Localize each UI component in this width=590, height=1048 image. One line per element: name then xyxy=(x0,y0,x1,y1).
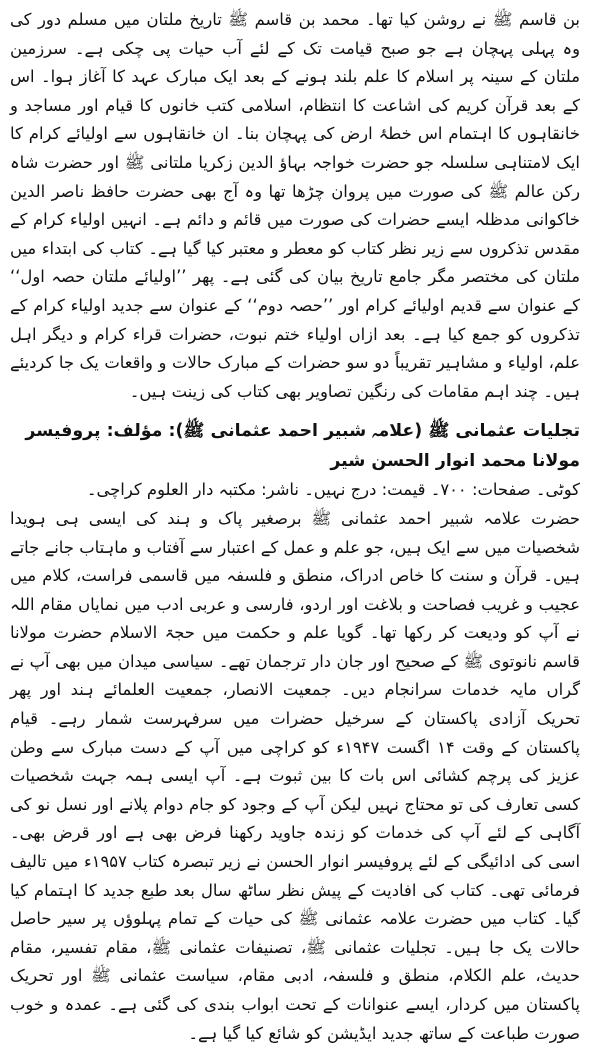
book-subtitle-author: (علامہ شبیر احمد عثمانی ﷺ): مؤلف: پروفیسر مولانا محمد انوار الحسن شیر xyxy=(25,421,580,472)
book-title: تجلیات عثمانی ﷺ xyxy=(428,421,580,442)
article-2-paragraph: حضرت علامہ شبیر احمد عثمانی ﷺ برصغیر پاک و ہند کی ایسی ہی ہویدا شخصیات میں سے ایک ہیں، جو علم و عمل کے اعتبار سے آفتاب و ماہتاب جانے جاتے ہیں۔ قرآن و سنت کا خاص ادراک، منطق و فلسفہ میں قاسمی فراست، کلام میں عجیب و غریب فصاحت و بلاغت اور اردو، فارسی و عربی ادب میں نمایاں مقام اللہ نے آپ کو ودیعت کر رکھا تھا۔ گویا علم و حکمت میں حجۃ الاسلام حضرت مولانا قاسم نانوتوی ﷺ کے صحیح اور جان دار ترجمان تھے۔ سیاسی میدان میں بھی آپ نے گراں مایہ خدمات سرانجام دیں۔ جمعیت الانصار، جمعیت العلمائے ہند اور پھر تحریک آزادی پاکستان کے سرخیل حضرات میں سرفہرست شمار رہے۔ قیام پاکستان کے وقت ۱۴ اگست ۱۹۴۷ء کو کراچی میں آپ کے دست مبارک سے وطن عزیز کی پرچم کشائی اس بات کا بین ثبوت ہے۔ آپ ایسی ہمہ جہت شخصیات کسی تعارف کی تو محتاج نہیں لیکن آپ کے وجود کو جام دوام پلانے اور نسل نو کی آگاہی کے لئے آپ کی خدمات کو زندہ جاوید رکھنا فرض بھی ہے اور قرض بھی۔ اسی کی ادائیگی کے لئے پروفیسر انوار الحسن نے زیر تبصرہ کتاب ۱۹۵۷ء میں تالیف فرمائی تھی۔ کتاب کی افادیت کے پیش نظر ساٹھ سال بعد طبع جدید کا اہتمام کیا گیا۔ کتاب میں حضرت علامہ عثمانی ﷺ کی حیات کے تمام پہلوؤں پر سیر حاصل حالات یک جا ہیں۔ تجلیات عثمانی ﷺ، تصنیفات عثمانی ﷺ، مقام تفسیر، مقام حدیث، علم الکلام، منطق و فلسفہ، ادبی مقام، سیاست عثمانی ﷺ اور تحریک پاکستان میں کردار، ایسے عنوانات کے تحت ابواب بندی کی گئی ہے۔ عمدہ و خوب صورت طباعت کے ساتھ جدید ایڈیشن کو شائع کیا گیا ہے۔ xyxy=(10,508,580,1043)
section-gap xyxy=(10,406,580,408)
article-1-paragraph: بن قاسم ﷺ نے روشن کیا تھا۔ محمد بن قاسم ﷺ تاریخ ملتان میں مسلم دور کی وہ پہلی پہچان ہے جو صبح قیامت تک کے لئے آب حیات پی چکی ہے۔ سرزمین ملتان کے سینہ پر اسلام کا علم بلند ہونے کے بعد ایک مبارک عہد کا آغاز ہوا۔ اس کے بعد قرآن کریم کی اشاعت کا انتظام، اسلامی کتب خانوں کا قیام اور مساجد و خانقاہوں کا اہتمام اس خطۂ ارض کی پہچان بنا۔ ان خانقاہوں سے اولیائے کرام کا ایک لامتناہی سلسلہ جو حضرت خواجہ بہاؤ الدین زکریا ملتانی ﷺ اور حضرت شاہ رکن عالم ﷺ کی صورت میں پروان چڑھا تھا وہ آج بھی حضرت حافظ ناصر الدین خاکوانی مدظلہ ایسے حضرات کی صورت میں قائم و دائم ہے۔ انہیں اولیاء کرام کے مقدس تذکروں سے زیر نظر کتاب کو معطر و معتبر کیا گیا ہے۔ کتاب کی ابتداء میں ملتان کی مختصر مگر جامع تاریخ بیان کی گئی ہے۔ پھر ’’اولیائے ملتان حصہ اول‘‘ کے عنوان سے قدیم اولیائے کرام اور ’’حصہ دوم‘‘ کے عنوان سے جدید اولیاء کرام کے تذکروں کو جمع کیا ہے۔ بعد ازاں اولیاء ختم نبوت، حضرات قراء کرام و دیگر اہل علم، اولیاء و مشاہیر تقریباً دو سو حضرات کے مبارک حالات و واقعات یک جا کردیئے ہیں۔ چند اہم مقامات کی رنگین تصاویر بھی کتاب کی زینت ہیں۔ xyxy=(10,10,580,401)
article-2-heading xyxy=(10,416,580,476)
book-meta: کوٹی۔ صفحات: ۷۰۰۔ قیمت: درج نہیں۔ ناشر: مکتبہ دار العلوم کراچی۔ xyxy=(86,480,580,500)
